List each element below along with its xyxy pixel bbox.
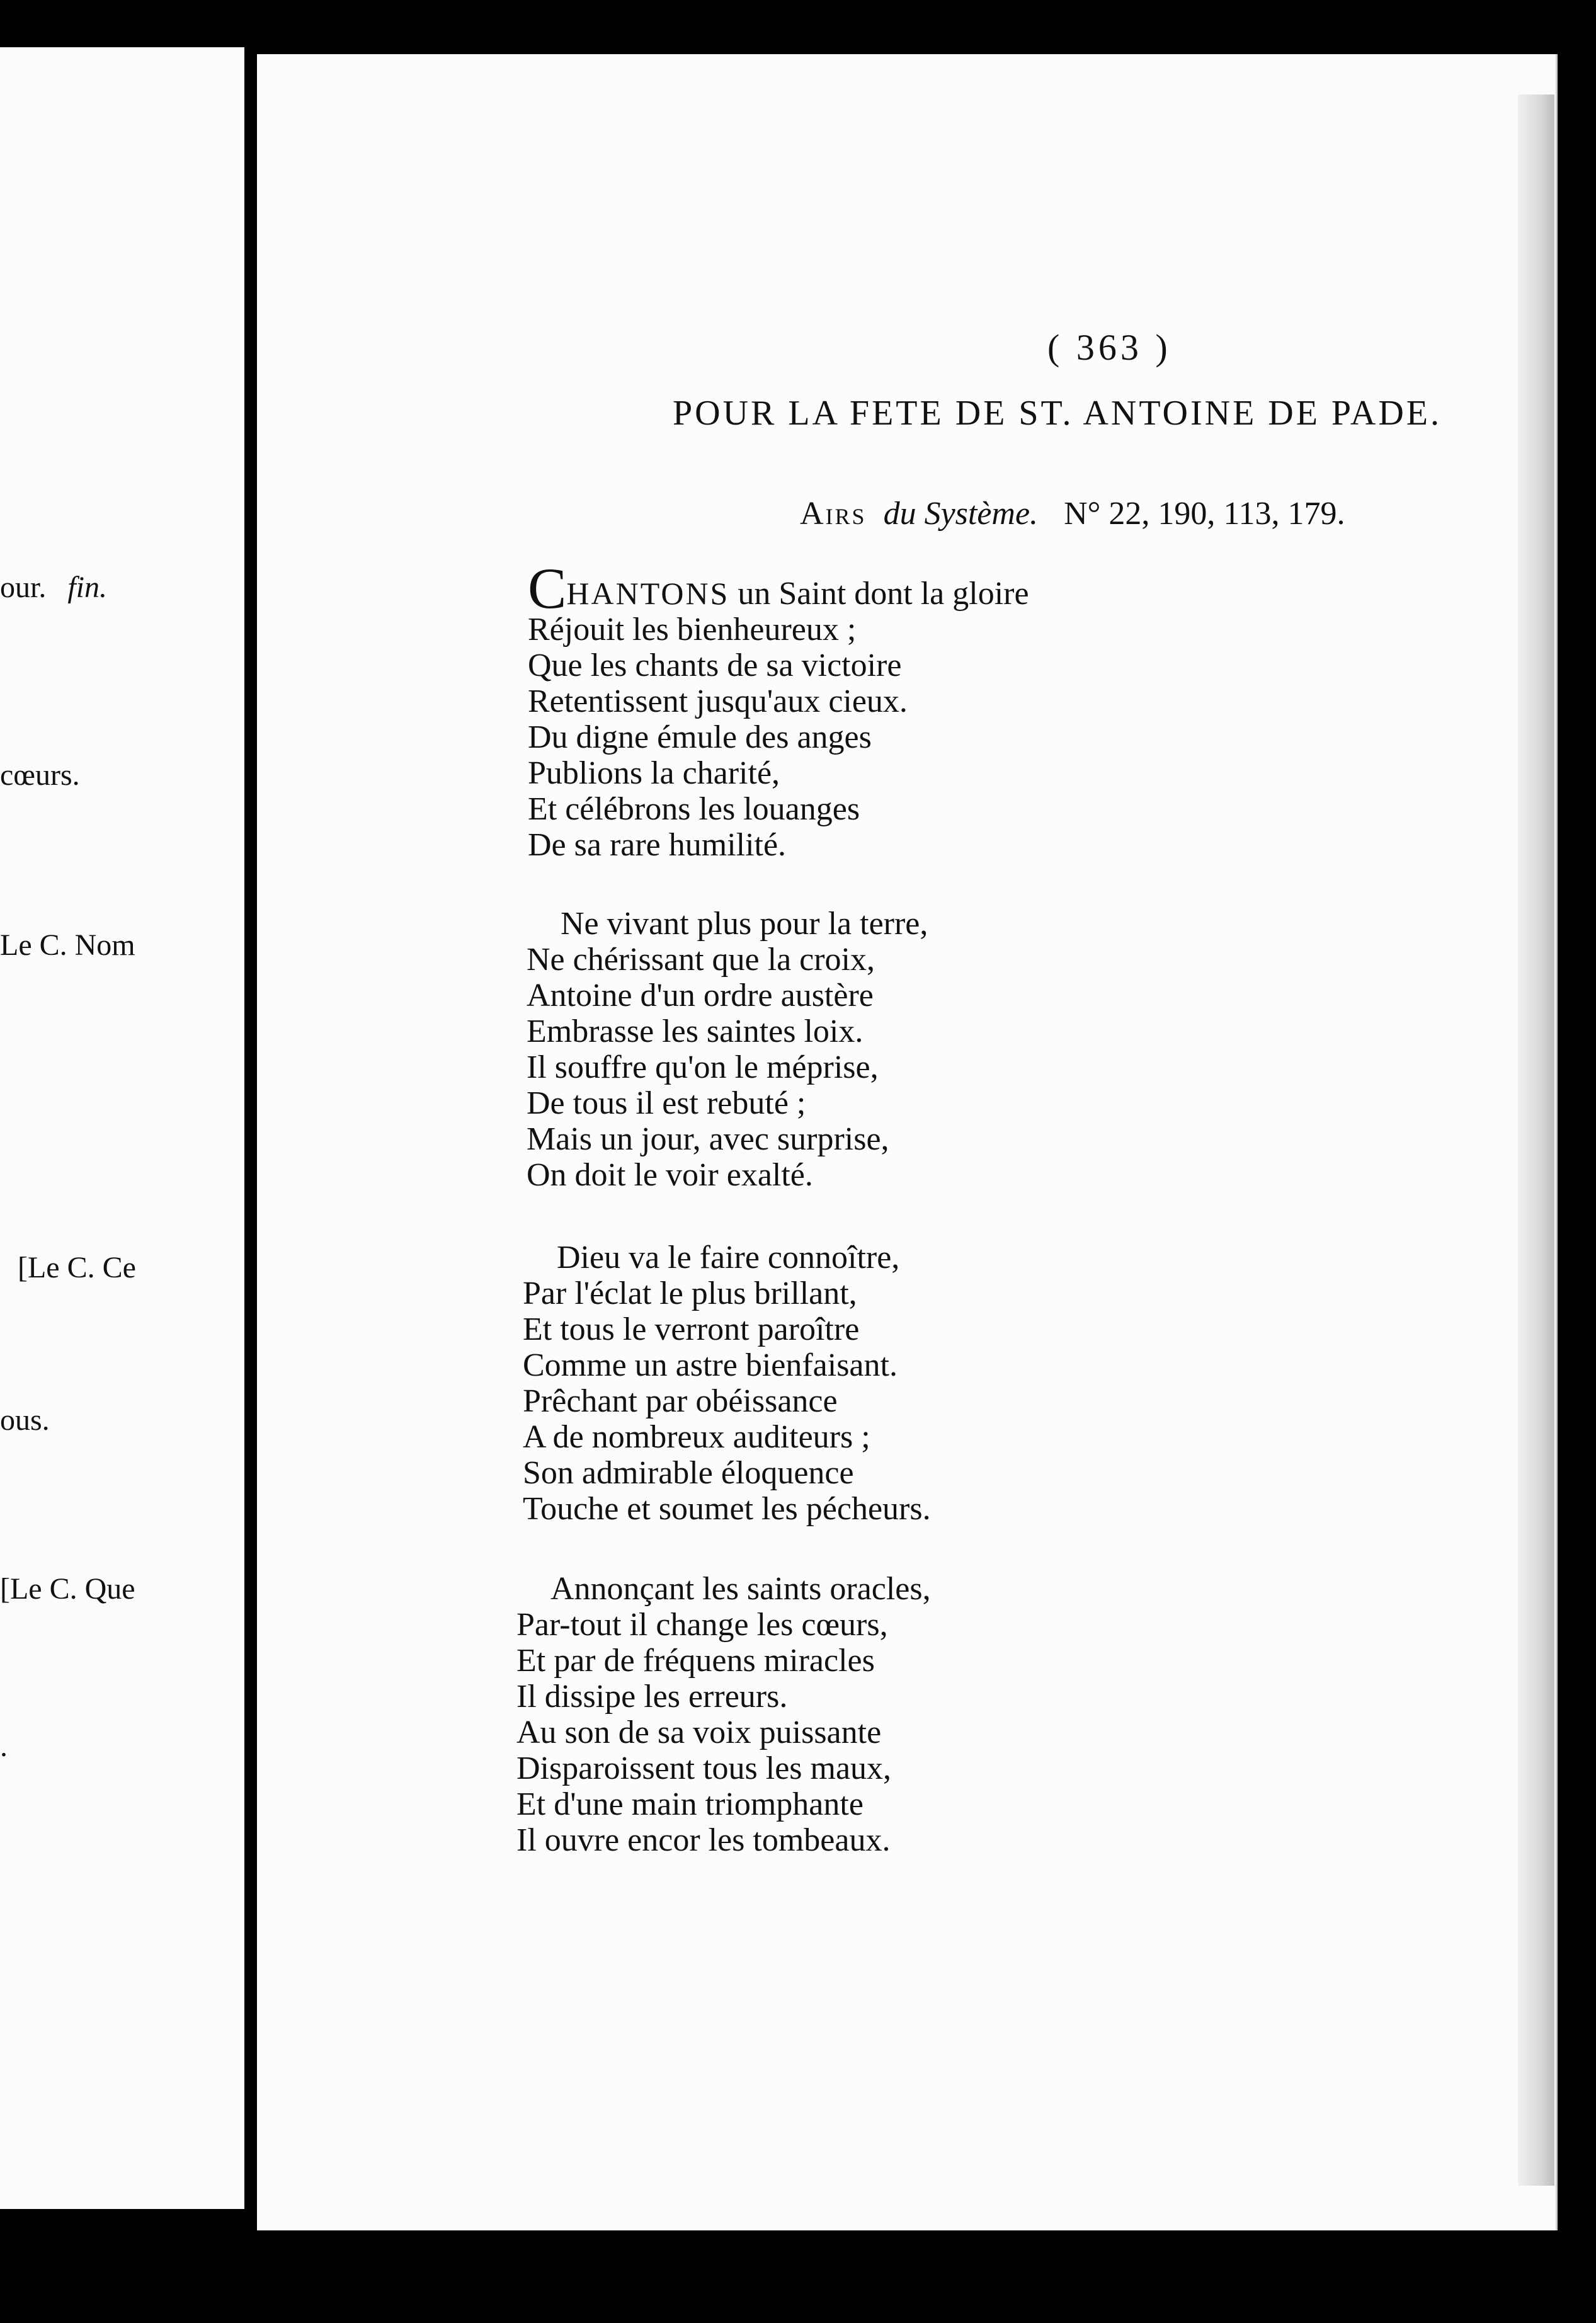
verse-line: Disparoissent tous les maux, (516, 1750, 892, 1786)
du-systeme-label: du Système. (883, 496, 1039, 532)
verse-line: Ne chérissant que la croix, (527, 942, 875, 978)
left-fragment-1 (0, 570, 107, 605)
verse-line: Embrasse les saintes loix. (527, 1013, 864, 1049)
verse-line: Il souffre qu'on le méprise, (527, 1049, 879, 1085)
verse-line: Annonçant les saints oracles, (550, 1571, 931, 1607)
verse-line: Et d'une main triomphante (516, 1786, 864, 1822)
stanza-3 (523, 1240, 931, 1527)
verse-line: Et célébrons les louanges (528, 791, 860, 827)
verse-line: Il ouvre encor les tombeaux. (516, 1822, 891, 1858)
verse-line: Mais un jour, avec surprise, (527, 1121, 889, 1157)
stanza-1 (528, 556, 1029, 863)
verse-line: Par l'éclat le plus brillant, (523, 1276, 857, 1311)
verse-line: Que les chants de sa victoire (528, 648, 902, 683)
verse-line: Au son de sa voix puissante (516, 1715, 882, 1750)
air-numbers: N° 22, 190, 113, 179. (1064, 496, 1345, 532)
page-edge-shadow (1518, 94, 1554, 2186)
verse-line: Et tous le verront paroître (523, 1311, 860, 1347)
page-number: ( 363 ) (1047, 327, 1171, 368)
verse-line: A de nombreux auditeurs ; (523, 1419, 870, 1455)
verse-line: On doit le voir exalté. (527, 1157, 813, 1193)
left-fragment-text: our. (0, 571, 47, 604)
verse-line: Et par de fréquens miracles (516, 1643, 875, 1679)
verse-line: Ne vivant plus pour la terre, (561, 906, 928, 942)
left-facing-page (0, 47, 244, 2209)
airs-subtitle (800, 495, 1345, 532)
verse-line: De tous il est rebuté ; (527, 1085, 806, 1121)
left-fragment-7: . (0, 1730, 8, 1763)
verse-line: Antoine d'un ordre austère (527, 978, 874, 1013)
small-caps-word: HANTONS (566, 576, 730, 611)
stanza-1-line-1 (528, 556, 1029, 620)
first-line-rest: un Saint dont la gloire (729, 576, 1029, 612)
verse-line: Prêchant par obéissance (523, 1383, 838, 1419)
right-page (257, 54, 1558, 2230)
verse-line: De sa rare humilité. (528, 827, 787, 863)
airs-label: Airs (800, 496, 867, 532)
left-fragment-2: cœurs. (0, 758, 80, 792)
verse-line: Touche et soumet les pécheurs. (523, 1491, 931, 1527)
verse-line: Son admirable éloquence (523, 1455, 854, 1491)
verse-line: Retentissent jusqu'aux cieux. (528, 683, 908, 719)
verse-line: Publions la charité, (528, 755, 780, 791)
left-fragment-italic: fin. (67, 571, 108, 604)
stanza-2 (527, 906, 928, 1193)
verse-line: Dieu va le faire connoître, (557, 1240, 900, 1276)
verse-line: Réjouit les bienheureux ; (528, 612, 857, 648)
left-fragment-3: Le C. Nom (0, 928, 135, 962)
left-fragment-6: [Le C. Que (0, 1572, 135, 1606)
left-fragment-4: [Le C. Ce (18, 1251, 136, 1284)
verse-line: Il dissipe les erreurs. (516, 1679, 788, 1715)
drop-cap: C (528, 556, 567, 620)
page-title: POUR LA FETE DE ST. ANTOINE DE PADE. (673, 394, 1442, 433)
verse-line: Du digne émule des anges (528, 719, 872, 755)
verse-line: Comme un astre bienfaisant. (523, 1347, 898, 1383)
stanza-4 (516, 1571, 931, 1858)
verse-line: Par-tout il change les cœurs, (516, 1607, 888, 1643)
left-fragment-5: ous. (0, 1403, 50, 1437)
